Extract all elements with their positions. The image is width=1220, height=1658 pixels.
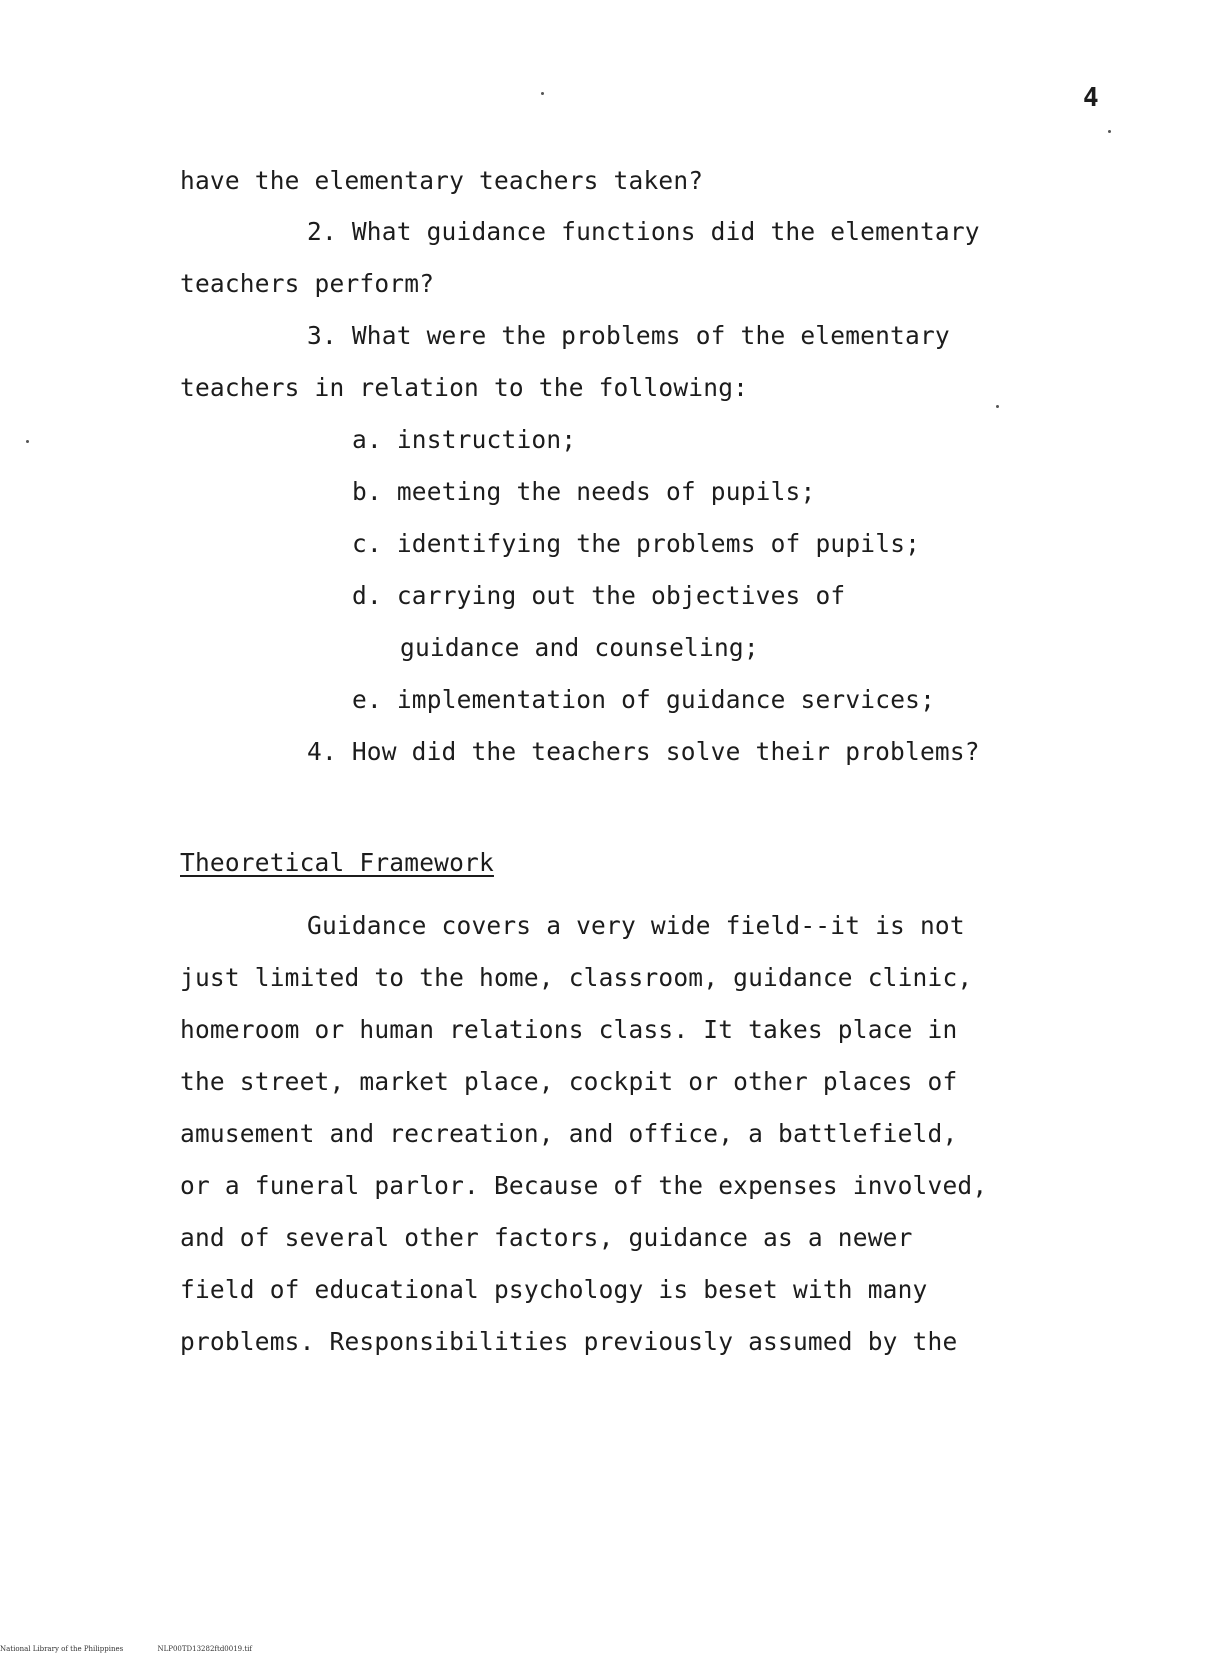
scan-speck (996, 405, 999, 408)
footer-library: National Library of the Philippines (0, 1645, 124, 1653)
paragraph-line-5: amusement and recreation, and office, a battlefield, (180, 1119, 958, 1148)
list-item-d-continued: guidance and counseling; (400, 633, 759, 662)
scan-speck (1108, 130, 1111, 133)
paragraph-line-7: and of several other factors, guidance as a newer (180, 1223, 913, 1252)
text-line-1: have the elementary teachers taken? (180, 166, 704, 195)
list-item-b: b. meeting the needs of pupils; (352, 477, 816, 506)
paragraph-line-1: Guidance covers a very wide field--it is not (307, 911, 965, 940)
list-item-e: e. implementation of guidance services; (352, 685, 936, 714)
scan-speck (26, 440, 29, 443)
question-4: 4. How did the teachers solve their problems? (307, 737, 980, 766)
paragraph-line-6: or a funeral parlor. Because of the expenses involved, (180, 1171, 988, 1200)
paragraph-line-2: just limited to the home, classroom, guidance clinic, (180, 963, 973, 992)
paragraph-line-9: problems. Responsibilities previously assumed by the (180, 1327, 958, 1356)
question-3-line-1: 3. What were the problems of the elementary (307, 321, 950, 350)
section-heading: Theoretical Framework (180, 848, 494, 877)
scan-speck (541, 92, 544, 95)
paragraph-line-8: field of educational psychology is beset with many (180, 1275, 928, 1304)
list-item-d: d. carrying out the objectives of (352, 581, 846, 610)
list-item-c: c. identifying the problems of pupils; (352, 529, 921, 558)
question-2-line-1: 2. What guidance functions did the elementary (307, 217, 980, 246)
question-3-line-2: teachers in relation to the following: (180, 373, 749, 402)
paragraph-line-4: the street, market place, cockpit or other places of (180, 1067, 958, 1096)
question-2-line-2: teachers perform? (180, 269, 435, 298)
footer-filename: NLP00TD13282ftd0019.tif (157, 1645, 252, 1653)
scan-footer (0, 1644, 284, 1654)
paragraph-line-3: homeroom or human relations class. It takes place in (180, 1015, 958, 1044)
list-item-a: a. instruction; (352, 425, 577, 454)
page-number: 4 (1083, 83, 1099, 113)
